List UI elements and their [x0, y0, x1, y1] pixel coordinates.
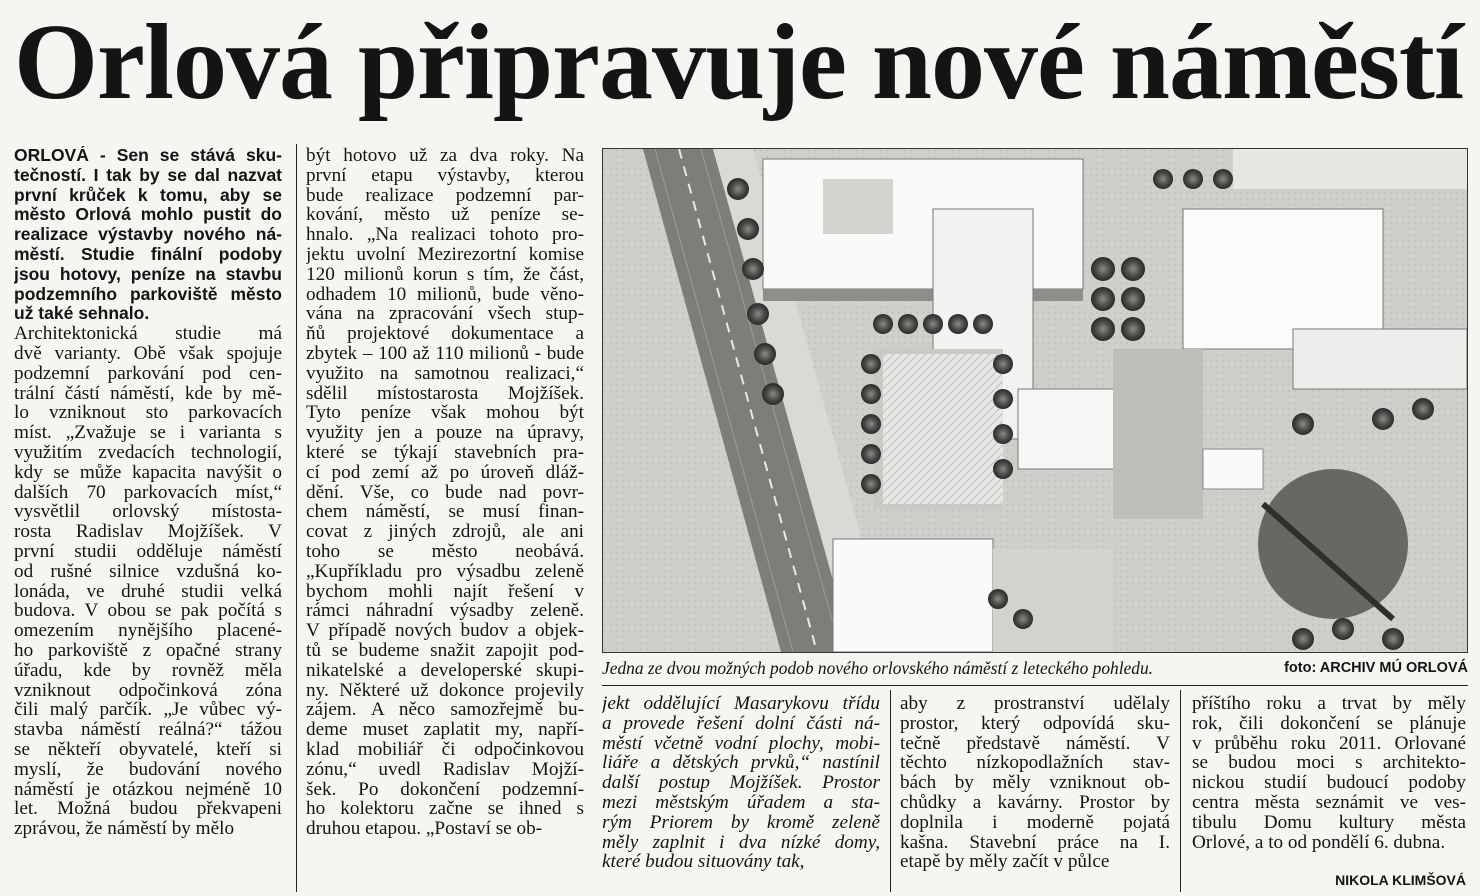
- text-line: druhou etapou. „Postaví se ob-: [306, 818, 543, 840]
- article-column-2: [306, 146, 584, 890]
- text-line: být hotovo už za dva roky. Na: [306, 146, 584, 166]
- text-line: město Orlová mohlo pustit do: [14, 204, 282, 225]
- text-line: vána na zpracování všech stup-: [306, 303, 584, 325]
- text-line: bách by měly vzniknout ob-: [900, 772, 1170, 794]
- text-line: náměstí je otázkou nejméně 10: [14, 778, 282, 800]
- text-line: Tyto peníze však mohou být: [306, 402, 584, 424]
- text-line: a provede řešení dolní části ná-: [602, 712, 880, 734]
- text-line: tů se budeme snažit zapojit pod-: [306, 639, 584, 661]
- text-line: další postup Mojžíšek. Prostor: [602, 772, 880, 794]
- text-line: budova. V obou se pak počítá s: [14, 600, 282, 622]
- text-line: Architektonická studie má: [14, 323, 282, 345]
- author-byline: NIKOLA KLIMŠOVÁ: [1329, 872, 1466, 888]
- text-line: toho se město neobává.: [306, 540, 584, 562]
- caption-divider: [602, 685, 1468, 686]
- text-line: úřadu, kde by rovněž měla: [14, 659, 282, 681]
- text-line: realizace výstavby nového ná-: [14, 224, 282, 245]
- text-line: stavba náměstí reálná?“ tážou: [14, 719, 282, 741]
- text-line: vysvětlil orlovský místosta-: [14, 501, 282, 523]
- text-line: klad mobiliář či odpočinkovou: [306, 738, 584, 760]
- text-line: „Kupříkladu pro výsadbu zeleně: [306, 560, 584, 582]
- text-line: let. Možná budou překvapeni: [14, 798, 282, 820]
- text-line: bude realizace podzemní par-: [306, 184, 584, 206]
- text-line: se někteří obyvatelé, kteří si: [14, 738, 282, 760]
- text-line: chem náměstí, se musí finan-: [306, 501, 584, 523]
- text-line: od rušné silnice vzdušná ko-: [14, 560, 282, 582]
- text-line: ho parkoviště z opačné strany: [14, 639, 282, 661]
- text-line: zájem. A něco samozřejmě bu-: [306, 699, 584, 721]
- text-line: využitím zvedacích technologií,: [14, 441, 282, 463]
- text-line: se budou moci s architekto-: [1192, 752, 1466, 774]
- text-line: jsou hotovy, peníze na stavbu: [14, 263, 282, 284]
- text-line: využito na samotnou realizaci,“: [306, 362, 584, 384]
- text-line: v průběhu roku 2011. Orlované: [1192, 732, 1466, 754]
- text-line: zónu,“ uvedl Radislav Mojží-: [306, 758, 584, 780]
- text-line: dvě varianty. Obě však spojuje: [14, 342, 282, 364]
- text-line: odhadem 10 milionů, bude věno-: [306, 283, 584, 305]
- text-line: bychom mohli najít řešení v: [306, 580, 584, 602]
- text-line: trální částí náměstí, kde by mě-: [14, 382, 282, 404]
- text-line: tibulu Domu kultury města: [1192, 811, 1466, 833]
- text-line: městí včetně vodní plochy, mobi-: [602, 732, 880, 754]
- text-line: prostor, který odpovídá sku-: [900, 712, 1170, 734]
- aerial-plan-illustration: [603, 149, 1467, 652]
- text-line: chůdky a kavárny. Prostor by: [900, 791, 1170, 813]
- text-line: covat z jiných zdrojů, ale ani: [306, 521, 584, 543]
- text-line: které budou situovány tak,: [602, 851, 805, 873]
- text-line: ORLOVÁ - Sen se stává sku-: [14, 146, 282, 165]
- text-line: příštího roku a trvat by měly: [1192, 694, 1466, 714]
- article-column-1: [14, 146, 282, 890]
- text-line: 120 milionů korun s tím, že část,: [306, 263, 584, 285]
- text-line: mezi městským úřadem a sta-: [602, 791, 880, 813]
- text-line: rok, čili dokončení se plánuje: [1192, 712, 1466, 734]
- text-line: jektu uvolní Mezirezortní komise: [306, 243, 584, 265]
- text-line: Orlové, a to od pondělí 6. dubna.: [1192, 831, 1446, 853]
- text-line: první studii odděluje náměstí: [14, 540, 282, 562]
- text-line: šek. Po dokončení podzemní-: [306, 778, 584, 800]
- text-line: zbytek – 100 až 110 milionů - bude: [306, 342, 584, 364]
- text-line: nickou studií budoucí podoby: [1192, 772, 1466, 794]
- column-divider: [890, 690, 891, 892]
- text-line: etapě by měly začít v půlce: [900, 851, 1110, 873]
- text-line: těchto nízkopodlažních stav-: [900, 752, 1170, 774]
- column-divider: [1180, 690, 1181, 892]
- text-line: zprávou, že náměstí by mělo: [14, 818, 235, 840]
- aerial-photo: [602, 148, 1468, 653]
- text-line: rámci náhradní výsadby zeleně.: [306, 600, 584, 622]
- text-line: doplnila i moderně pojatá: [900, 811, 1170, 833]
- text-line: deme muset zaplatit my, napří-: [306, 719, 584, 741]
- text-line: kování, město už peníze se-: [306, 204, 584, 226]
- text-line: dalších 70 parkovacích míst,“: [14, 481, 282, 503]
- photo-caption-row: [602, 656, 1468, 680]
- text-line: tečně představě náměstí. V: [900, 732, 1170, 754]
- text-line: omezením nynějšího placené-: [14, 620, 282, 642]
- text-line: rosta Radislav Mojžíšek. V: [14, 521, 282, 543]
- text-line: už také sehnalo.: [14, 303, 150, 324]
- text-line: kašna. Stavební práce na I.: [900, 831, 1170, 853]
- text-line: lo vzniknout sto parkovacích: [14, 402, 282, 424]
- text-line: čili malý parčík. „Je vůbec vý-: [14, 699, 282, 721]
- column-divider: [296, 144, 297, 892]
- text-line: lonáda, ve druhé studii velká: [14, 580, 282, 602]
- text-line: tečností. I tak by se dal nazvat: [14, 164, 282, 185]
- text-line: ny. Některé už dokonce projevily: [306, 679, 584, 701]
- text-line: kdy se může kapacita navýšit o: [14, 461, 282, 483]
- photo-caption: Jedna ze dvou možných podob nového orlovského náměstí z leteckého pohledu.: [602, 658, 1154, 678]
- headline: Orlová připravuje nové náměstí: [14, 4, 1463, 122]
- text-line: podzemní parkování pod cen-: [14, 362, 282, 384]
- text-line: podzemního parkoviště město: [14, 283, 282, 304]
- text-line: které se týkají stavebních pra-: [306, 441, 584, 463]
- text-line: míst. „Zvažuje se i varianta s: [14, 422, 282, 444]
- text-line: jekt oddělující Masarykovu třídu: [602, 694, 880, 714]
- text-line: rým Priorem by kromě zeleně: [602, 811, 880, 833]
- text-line: ňů projektové dokumentace a: [306, 323, 584, 345]
- text-line: nikatelské a developerské skupi-: [306, 659, 584, 681]
- text-line: hnalo. „Na realizaci tohoto pro-: [306, 224, 584, 246]
- text-line: cí pod zemí až po úroveň dláž-: [306, 461, 584, 483]
- text-line: dění. Vše, co bude nad povr-: [306, 481, 584, 503]
- text-line: ho kolektoru začne se ihned s: [306, 798, 584, 820]
- text-line: centra města seznámit ve ves-: [1192, 791, 1466, 813]
- text-line: V případě nových budov a objek-: [306, 620, 584, 642]
- text-line: aby z prostranství udělaly: [900, 694, 1170, 714]
- text-line: první etapu výstavby, kterou: [306, 164, 584, 186]
- text-line: vzniknout odpočinková zóna: [14, 679, 282, 701]
- text-line: využity jen a pouze na úpravy,: [306, 422, 584, 444]
- text-line: liáře a dětských prvků,“ nastínil: [602, 752, 880, 774]
- photo-credit: foto: ARCHIV MÚ ORLOVÁ: [1284, 660, 1468, 676]
- article-column-4: [900, 694, 1170, 892]
- text-line: myslí, že budování nového: [14, 758, 282, 780]
- article-column-3: [602, 694, 880, 892]
- text-line: sdělil místostarosta Mojžíšek.: [306, 382, 584, 404]
- text-line: měly zaplnit i dva nízké domy,: [602, 831, 880, 853]
- text-line: městí. Studie finální podoby: [14, 243, 282, 264]
- text-line: první krůček k tomu, aby se: [14, 184, 282, 205]
- article-column-5: [1192, 694, 1466, 864]
